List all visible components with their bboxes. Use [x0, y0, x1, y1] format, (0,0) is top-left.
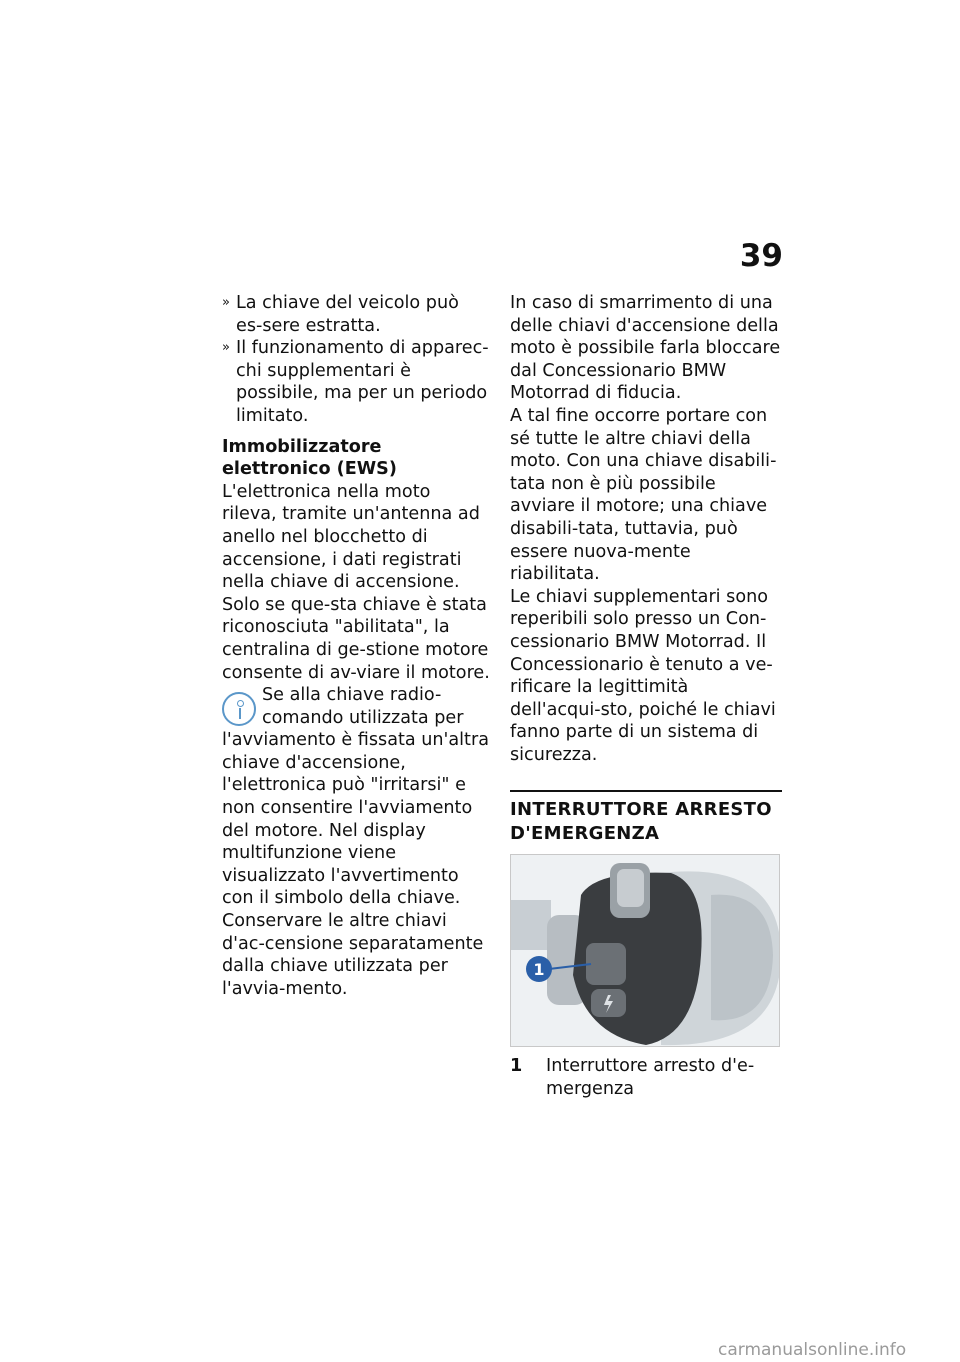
- legend-number: 1: [510, 1056, 523, 1077]
- paragraph: A tal fine occorre portare con sé tutte le altre chiavi della moto. Con una chiave disabili-tata non è più possibile avviare il motore; una chiave disabili-tata, tuttavia, può essere nuova-mente riabilitata.: [510, 405, 777, 585]
- figure-callout: 1: [533, 960, 545, 980]
- bullet-text: La chiave del veicolo può es-sere estratta.: [236, 293, 459, 336]
- ews-paragraph: L'elettronica nella moto rileva, tramite un'antenna ad anello nel blocchetto di accensione, i dati registrati nella chiave di accensione. Solo se que-sta chiave è stata riconosciuta "abilitata", la centralina di ge-stione motore consente di av-viare il motore.: [222, 481, 490, 683]
- figure-legend: [510, 1055, 782, 1100]
- handlebar-switch-illustration: [511, 855, 780, 1047]
- bullet-marker: »: [222, 340, 230, 356]
- page-number: 39: [739, 238, 783, 274]
- section-title: INTERRUTTORE ARRESTO D'EMERGENZA: [510, 790, 782, 846]
- left-column: [222, 292, 490, 1000]
- info-text-continued: Conservare le altre chiavi d'ac-censione separatamente dalla chiave utilizzata per l'avvia-mento.: [222, 911, 484, 999]
- ews-heading: Immobilizzatore elettronico (EWS): [222, 436, 397, 480]
- info-note: [222, 684, 490, 910]
- bullet-item: [222, 337, 490, 427]
- bullet-marker: »: [222, 295, 230, 310]
- legend-text: Interruttore arresto d'e-mergenza: [546, 1056, 755, 1100]
- info-icon: [222, 692, 256, 726]
- bullet-item: [222, 292, 490, 337]
- emergency-switch-figure: [510, 854, 780, 1047]
- bullet-text: Il funzionamento di apparec-chi supplementari è possibile, ma per un periodo limitato.: [236, 338, 489, 426]
- paragraph: In caso di smarrimento di una delle chiavi d'accensione della moto è possibile farla bloccare dal Concessionario BMW Motorrad di fiducia.: [510, 293, 781, 404]
- paragraph: Le chiavi supplementari sono reperibili solo presso un Con-cessionario BMW Motorrad. Il Concessionario è tenuto a ve-rificare la legittimità dell'acqui-sto, poiché le chiavi fanno parte di un sistema di sicurezza.: [510, 586, 776, 765]
- right-column: [510, 292, 782, 1101]
- info-text: Se alla chiave radio-comando utilizzata per l'avviamento è fissata un'altra chiave d'accensione, l'elettronica può "irritarsi" e non consentire l'avviamento del motore. Nel display multifunzione viene visualizzato l'avvertimento con il simbolo della chiave.: [222, 685, 489, 909]
- watermark: carmanualsonline.info: [718, 1340, 907, 1360]
